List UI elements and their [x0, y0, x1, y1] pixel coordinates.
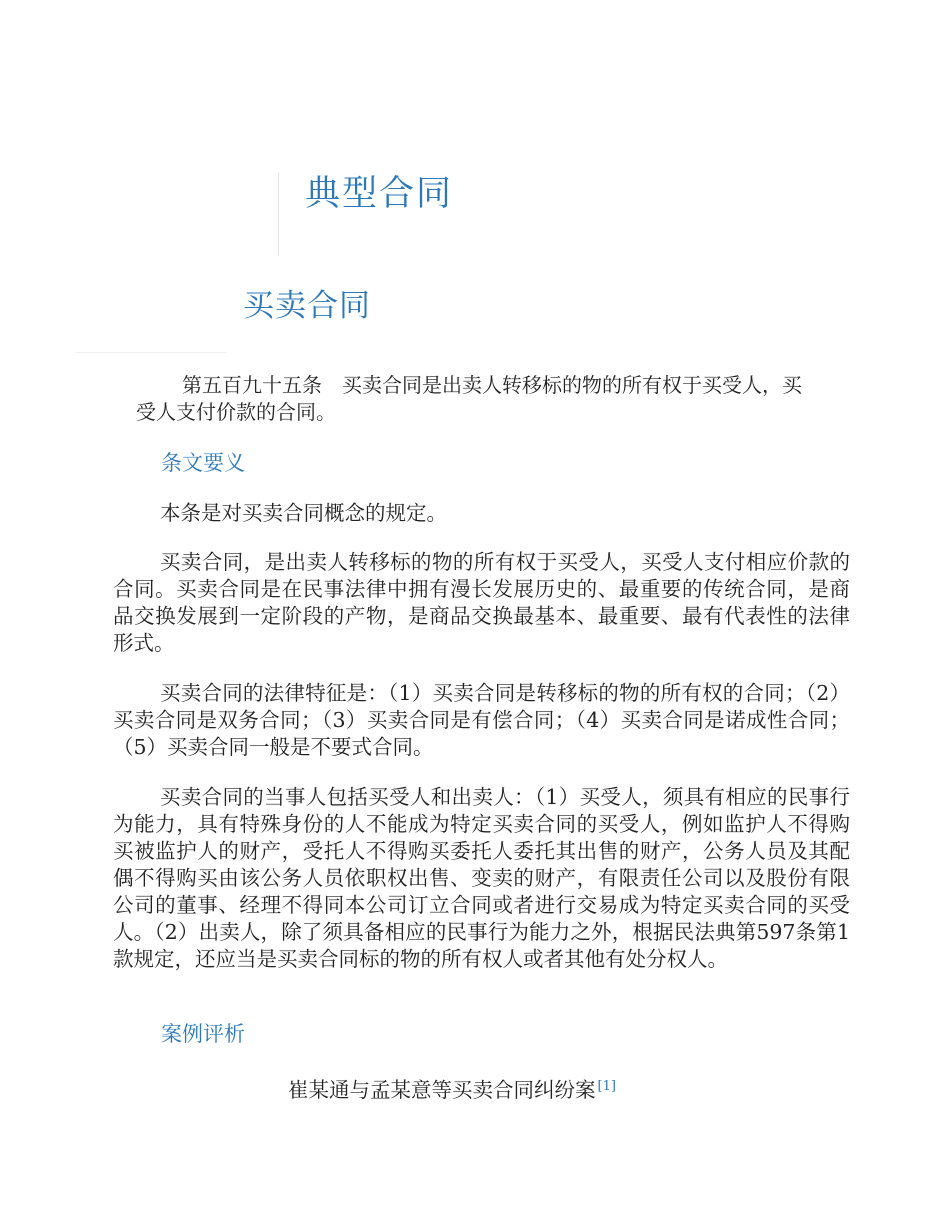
paragraph-4: 买卖合同的当事人包括买受人和出卖人：（1）买受人，须具有相应的民事行为能力，具有特殊身份的人不能成为特定买卖合同的买受人，例如监护人不得购买被监护人的财产，受托人不得购买委托人委托其出售的财产，公务人员及其配偶不得购买由该公务人员依职权出售、变卖的财产，有限责任公司以及股份有限公司的董事、经理不得同本公司订立合同或者进行交易成为特定买卖合同的买受人。（2）出卖人，除了须具备相应的民事行为能力之外，根据民法典第597条第1款规定，还应当是买卖合同标的物的所有权人或者其他有处分权人。 — [113, 785, 850, 971]
section-heading-key-points: 条文要义 — [161, 451, 245, 475]
paragraph-3: 买卖合同的法律特征是：（1）买卖合同是转移标的物的所有权的合同；（2）买卖合同是双务合同；（3）买卖合同是有偿合同；（4）买卖合同是诺成性合同；（5）买卖合同一般是不要式合同。 — [113, 681, 850, 759]
paragraph-1: 本条是对买卖合同概念的规定。 — [160, 501, 447, 525]
section-heading-case-review: 案例评析 — [161, 1022, 245, 1046]
chapter-title: 买卖合同 — [243, 288, 371, 324]
case-title — [288, 1073, 616, 1104]
case-title-text: 崔某通与孟某意等买卖合同纠纷案 — [288, 1078, 596, 1102]
title-divider-vertical — [278, 172, 279, 256]
part-title: 典型合同 — [305, 174, 454, 214]
chapter-divider — [76, 352, 226, 353]
article-text: 第五百九十五条 买卖合同是出卖人转移标的物的所有权于买受人，买受人支付价款的合同。 — [136, 373, 802, 424]
paragraph-2: 买卖合同，是出卖人转移标的物的所有权于买受人，买受人支付相应价款的合同。买卖合同是在民事法律中拥有漫长发展历史的、最重要的传统合同，是商品交换发展到一定阶段的产物，是商品交换最基本、最重要、最有代表性的法律形式。 — [113, 550, 850, 655]
footnote-link[interactable]: [1] — [597, 1079, 616, 1094]
